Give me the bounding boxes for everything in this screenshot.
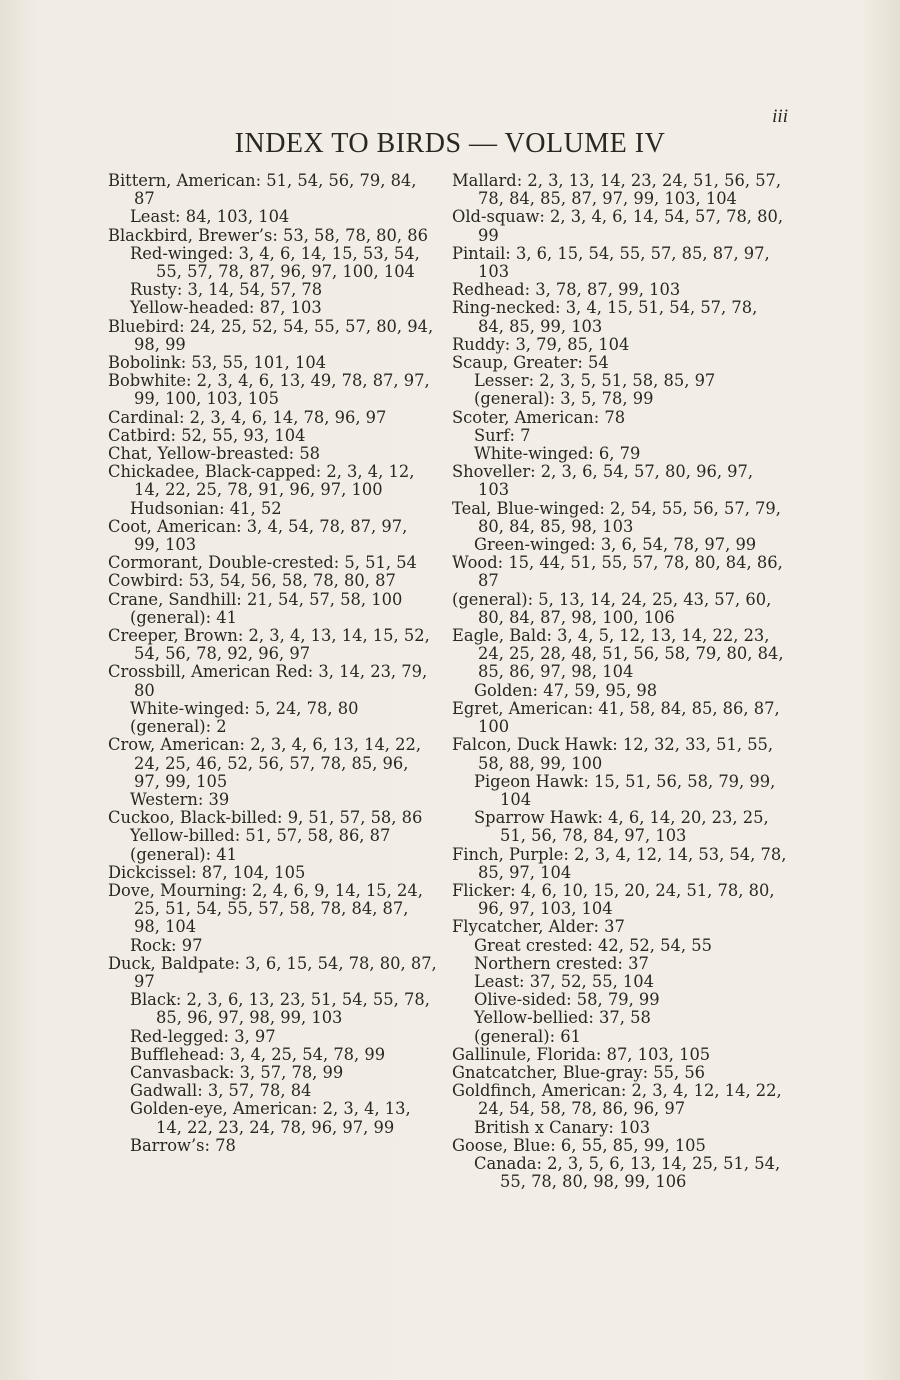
index-entry: Finch, Purple: 2, 3, 4, 12, 14, 53, 54, 78, 85, 97, 104: [452, 844, 787, 882]
index-entry: Crane, Sandhill: 21, 54, 57, 58, 100: [108, 589, 403, 609]
index-subentry: White-winged: 5, 24, 78, 80: [130, 698, 359, 718]
index-entry: Cowbird: 53, 54, 56, 58, 78, 80, 87: [108, 571, 396, 591]
index-entry: Gnatcatcher, Blue-gray: 55, 56: [452, 1062, 706, 1082]
index-subentry: Least: 37, 52, 55, 104: [474, 971, 654, 991]
index-entry: (general): 5, 13, 14, 24, 25, 43, 57, 60, 80, 84, 87, 98, 100, 106: [452, 589, 772, 627]
index-entry: Chickadee, Black-capped: 2, 3, 4, 12, 14, 22, 25, 78, 91, 96, 97, 100: [108, 462, 415, 500]
index-subentry: Green-winged: 3, 6, 54, 78, 97, 99: [474, 535, 757, 555]
index-entry: Mallard: 2, 3, 13, 14, 23, 24, 51, 56, 57, 78, 84, 85, 87, 97, 99, 103, 104: [452, 171, 782, 209]
index-subentry: (general): 41: [130, 607, 237, 627]
index-subentry: White-winged: 6, 79: [474, 444, 641, 464]
index-subentry: Rusty: 3, 14, 54, 57, 78: [130, 280, 323, 300]
index-subentry: Surf: 7: [474, 425, 531, 445]
index-entry: Goldfinch, American: 2, 3, 4, 12, 14, 22, 24, 54, 58, 78, 86, 96, 97: [452, 1081, 782, 1119]
index-entry: Bluebird: 24, 25, 52, 54, 55, 57, 80, 94, 98, 99: [108, 316, 434, 354]
page-number: iii: [772, 106, 788, 127]
index-entry: Chat, Yellow-breasted: 58: [108, 444, 321, 464]
index-entry: Ring-necked: 3, 4, 15, 51, 54, 57, 78, 84, 85, 99, 103: [452, 298, 758, 336]
index-entry: Wood: 15, 44, 51, 55, 57, 78, 80, 84, 86, 87: [452, 553, 783, 591]
index-entry: Cardinal: 2, 3, 4, 6, 14, 78, 96, 97: [108, 407, 387, 427]
index-subentry: Gadwall: 3, 57, 78, 84: [130, 1081, 312, 1101]
index-entry: Cormorant, Double-crested: 5, 51, 54: [108, 553, 417, 573]
index-subentry: Yellow-billed: 51, 57, 58, 86, 87: [130, 826, 391, 846]
index-subentry: (general): 2: [130, 717, 227, 737]
index-subentry: Yellow-bellied: 37, 58: [474, 1008, 651, 1028]
index-subentry: Golden: 47, 59, 95, 98: [474, 680, 658, 700]
index-subentry: Barrow’s: 78: [130, 1135, 236, 1155]
index-subentry: (general): 41: [130, 844, 237, 864]
index-entry: Teal, Blue-winged: 2, 54, 55, 56, 57, 79, 80, 84, 85, 98, 103: [452, 498, 781, 536]
index-entry: Egret, American: 41, 58, 84, 85, 86, 87, 100: [452, 698, 780, 737]
index-entry: Crossbill, American Red: 3, 14, 23, 79, 80: [108, 662, 428, 700]
index-entry: Blackbird, Brewer’s: 53, 58, 78, 80, 86: [108, 225, 428, 245]
index-subentry: British x Canary: 103: [474, 1117, 651, 1137]
index-column-right: [452, 172, 788, 1191]
index-subentry: Black: 2, 3, 6, 13, 23, 51, 54, 55, 78, 85, 96, 97, 98, 99, 103: [130, 990, 430, 1028]
index-entry: Old-squaw: 2, 3, 4, 6, 14, 54, 57, 78, 80, 99: [452, 207, 784, 245]
index-entry: Creeper, Brown: 2, 3, 4, 13, 14, 15, 52, 54, 56, 78, 92, 96, 97: [108, 626, 430, 664]
index-entry: Scaup, Greater: 54: [452, 353, 609, 373]
index-entry: Goose, Blue: 6, 55, 85, 99, 105: [452, 1135, 706, 1155]
index-entry: Redhead: 3, 78, 87, 99, 103: [452, 280, 681, 300]
index-entry: Pintail: 3, 6, 15, 54, 55, 57, 85, 87, 97, 103: [452, 243, 770, 282]
index-subentry: Hudsonian: 41, 52: [130, 498, 282, 518]
index-subentry: Pigeon Hawk: 15, 51, 56, 58, 79, 99, 104: [474, 771, 776, 809]
index-entry: Dickcissel: 87, 104, 105: [108, 862, 306, 882]
index-entry: Ruddy: 3, 79, 85, 104: [452, 334, 630, 354]
index-entry: Bittern, American: 51, 54, 56, 79, 84, 87: [108, 171, 417, 209]
index-subentry: Lesser: 2, 3, 5, 51, 58, 85, 97: [474, 371, 716, 391]
index-subentry: Red-winged: 3, 4, 6, 14, 15, 53, 54, 55, 57, 78, 87, 96, 97, 100, 104: [130, 243, 420, 282]
index-entry: Scoter, American: 78: [452, 407, 626, 427]
index-entry: Bobwhite: 2, 3, 4, 6, 13, 49, 78, 87, 97, 99, 100, 103, 105: [108, 371, 430, 409]
index-entry: Bobolink: 53, 55, 101, 104: [108, 353, 327, 373]
index-entry: Catbird: 52, 55, 93, 104: [108, 425, 306, 445]
index-subentry: (general): 61: [474, 1026, 581, 1046]
index-entry: Falcon, Duck Hawk: 12, 32, 33, 51, 55, 58, 88, 99, 100: [452, 735, 774, 773]
index-subentry: (general): 3, 5, 78, 99: [474, 389, 654, 409]
index-subentry: Golden-eye, American: 2, 3, 4, 13, 14, 22, 23, 24, 78, 96, 97, 99: [130, 1099, 411, 1137]
index-entry: Eagle, Bald: 3, 4, 5, 12, 13, 14, 22, 23, 24, 25, 28, 48, 51, 56, 58, 79, 80, 84, 85, 86, 97, 98, 104: [452, 626, 784, 682]
index-entry: Flycatcher, Alder: 37: [452, 917, 625, 937]
index-subentry: Sparrow Hawk: 4, 6, 14, 20, 23, 25, 51, 56, 78, 84, 97, 103: [474, 808, 769, 846]
index-subentry: Western: 39: [130, 789, 230, 809]
index-subentry: Least: 84, 103, 104: [130, 207, 290, 227]
index-subentry: Great crested: 42, 52, 54, 55: [474, 935, 712, 955]
index-subentry: Bufflehead: 3, 4, 25, 54, 78, 99: [130, 1044, 386, 1064]
index-entry: Dove, Mourning: 2, 4, 6, 9, 14, 15, 24, 25, 51, 54, 55, 57, 58, 78, 84, 87, 98, 104: [108, 880, 423, 937]
index-entry: Shoveller: 2, 3, 6, 54, 57, 80, 96, 97, 103: [452, 462, 754, 500]
index-entry: Duck, Baldpate: 3, 6, 15, 54, 78, 80, 87, 97: [108, 953, 437, 991]
index-subentry: Canvasback: 3, 57, 78, 99: [130, 1062, 344, 1082]
index-entry: Crow, American: 2, 3, 4, 6, 13, 14, 22, 24, 25, 46, 52, 56, 57, 78, 85, 96, 97, 99, 105: [108, 735, 422, 791]
index-subentry: Rock: 97: [130, 935, 203, 955]
index-entry: Cuckoo, Black-billed: 9, 51, 57, 58, 86: [108, 808, 423, 828]
index-entry: Coot, American: 3, 4, 54, 78, 87, 97, 99, 103: [108, 516, 408, 555]
index-column-left: [108, 172, 438, 1155]
index-subentry: Northern crested: 37: [474, 953, 649, 973]
index-entry: Gallinule, Florida: 87, 103, 105: [452, 1044, 711, 1064]
index-subentry: Red-legged: 3, 97: [130, 1026, 276, 1046]
index-entry: Flicker: 4, 6, 10, 15, 20, 24, 51, 78, 80, 96, 97, 103, 104: [452, 880, 775, 919]
index-subentry: Canada: 2, 3, 5, 6, 13, 14, 25, 51, 54, 55, 78, 80, 98, 99, 106: [474, 1153, 781, 1192]
page-title: INDEX TO BIRDS — VOLUME IV: [234, 128, 666, 159]
index-subentry: Olive-sided: 58, 79, 99: [474, 990, 660, 1010]
index-subentry: Yellow-headed: 87, 103: [130, 298, 322, 318]
